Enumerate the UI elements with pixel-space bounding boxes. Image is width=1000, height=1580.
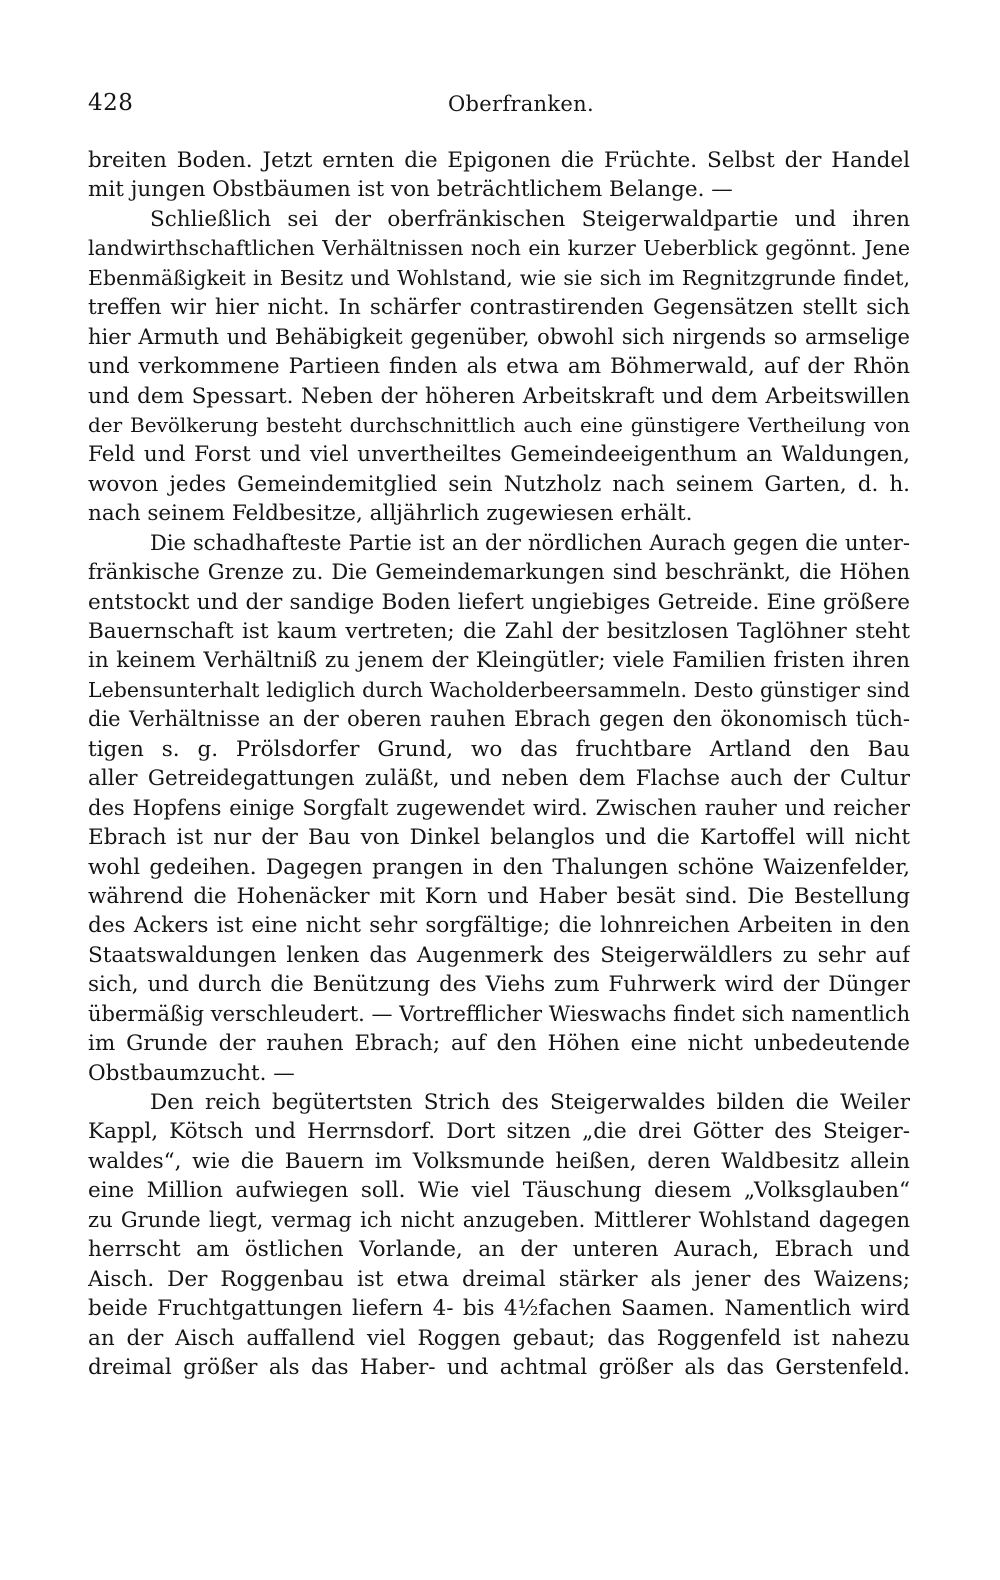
- text-line: Ebenmäßigkeit in Besitz und Wohlstand, wie sie sich im Regnitzgrunde findet,: [88, 265, 910, 290]
- text-line: zu Grunde liegt, vermag ich nicht anzugeben. Mittlerer Wohlstand dagegen: [88, 1207, 910, 1232]
- text-line: beide Fruchtgattungen liefern 4- bis 4½fachen Saamen. Namentlich wird: [88, 1296, 910, 1322]
- text-line: Obstbaumzucht. —: [88, 1060, 295, 1086]
- text-line: landwirthschaftlichen Verhältnissen noch ein kurzer Ueberblick gegönnt. Jene: [88, 236, 910, 261]
- text-line: eine Million aufwiegen soll. Wie viel Täuschung diesem „Volksglauben“: [88, 1178, 910, 1204]
- text-line: Bauernschaft ist kaum vertreten; die Zahl der besitzlosen Taglöhner steht: [88, 619, 910, 644]
- text-line: im Grunde der rauhen Ebrach; auf den Höhen eine nicht unbedeutende: [88, 1031, 910, 1057]
- text-line: dreimal größer als das Haber- und achtmal größer als das Gerstenfeld.: [88, 1354, 910, 1380]
- text-line: in keinem Verhältniß zu jenem der Kleingütler; viele Familien fristen ihren: [88, 648, 910, 674]
- text-line: hier Armuth und Behäbigkeit gegenüber, obwohl sich nirgends so armselige: [88, 324, 910, 349]
- text-line: herrscht am östlichen Vorlande, an der unteren Aurach, Ebrach und: [88, 1237, 910, 1263]
- text-line: Ebrach ist nur der Bau von Dinkel belanglos und die Kartoffel will nicht: [88, 825, 910, 851]
- text-line: treffen wir hier nicht. In schärfer contrastirenden Gegensätzen stellt sich: [88, 295, 910, 321]
- running-head: Oberfranken.: [448, 92, 594, 116]
- text-line: wohl gedeihen. Dagegen prangen in den Thalungen schöne Waizenfelder,: [88, 854, 910, 880]
- text-line: nach seinem Feldbesitze, alljährlich zugewiesen erhält.: [88, 501, 693, 527]
- text-line: mit jungen Obstbäumen ist von beträchtlichem Belange. —: [88, 177, 733, 203]
- text-line: Den reich begütertsten Strich des Steigerwaldes bilden die Weiler: [150, 1090, 910, 1115]
- text-line: tigen s. g. Prölsdorfer Grund, wo das fruchtbare Artland den Bau: [88, 736, 910, 762]
- text-line: sich, und durch die Benützung des Viehs zum Fuhrwerk wird der Dünger: [88, 972, 910, 998]
- text-line: wovon jedes Gemeindemitglied sein Nutzholz nach seinem Garten, d. h.: [88, 471, 910, 497]
- text-line: übermäßig verschleudert. — Vortrefflicher Wieswachs findet sich namentlich: [88, 1001, 910, 1026]
- text-line: Schließlich sei der oberfränkischen Steigerwaldpartie und ihren: [150, 206, 910, 232]
- text-line: an der Aisch auffallend viel Roggen gebaut; das Roggenfeld ist nahezu: [88, 1325, 910, 1351]
- text-line: der Bevölkerung besteht durchschnittlich auch eine günstigere Vertheilung von: [88, 412, 910, 437]
- text-line: des Hopfens einige Sorgfalt zugewendet wird. Zwischen rauher und reicher: [88, 795, 910, 820]
- page-number: 428: [88, 90, 134, 116]
- body-text: [88, 146, 910, 1382]
- text-line: und dem Spessart. Neben der höheren Arbeitskraft und dem Arbeitswillen: [88, 383, 910, 409]
- text-line: Staatswaldungen lenken das Augenmerk des Steigerwäldlers zu sehr auf: [88, 942, 910, 968]
- text-line: aller Getreidegattungen zuläßt, und neben dem Flachse auch der Cultur: [88, 766, 910, 792]
- page-header: [88, 90, 910, 126]
- text-line: Aisch. Der Roggenbau ist etwa dreimal stärker als jener des Waizens;: [88, 1266, 910, 1292]
- text-line: des Ackers ist eine nicht sehr sorgfältige; die lohnreichen Arbeiten in den: [88, 913, 910, 939]
- text-line: Lebensunterhalt lediglich durch Wacholderbeersammeln. Desto günstiger sind: [88, 677, 910, 702]
- text-line: fränkische Grenze zu. Die Gemeindemarkungen sind beschränkt, die Höhen: [88, 560, 910, 585]
- text-line: und verkommene Partieen finden als etwa am Böhmerwald, auf der Rhön: [88, 354, 910, 380]
- text-line: waldes“, wie die Bauern im Volksmunde heißen, deren Waldbesitz allein: [88, 1148, 910, 1174]
- text-line: während die Hohenäcker mit Korn und Haber besät sind. Die Bestellung: [88, 883, 910, 909]
- text-line: breiten Boden. Jetzt ernten die Epigonen die Früchte. Selbst der Handel: [88, 148, 910, 173]
- text-line: Die schadhafteste Partie ist an der nördlichen Aurach gegen die unter-: [150, 530, 910, 555]
- text-line: Feld und Forst und viel unvertheiltes Gemeindeeigenthum an Waldungen,: [88, 442, 910, 468]
- text-line: die Verhältnisse an der oberen rauhen Ebrach gegen den ökonomisch tüch-: [88, 707, 910, 732]
- text-line: Kappl, Kötsch und Herrnsdorf. Dort sitzen „die drei Götter des Steiger-: [88, 1119, 910, 1145]
- text-line: entstockt und der sandige Boden liefert ungiebiges Getreide. Eine größere: [88, 589, 910, 615]
